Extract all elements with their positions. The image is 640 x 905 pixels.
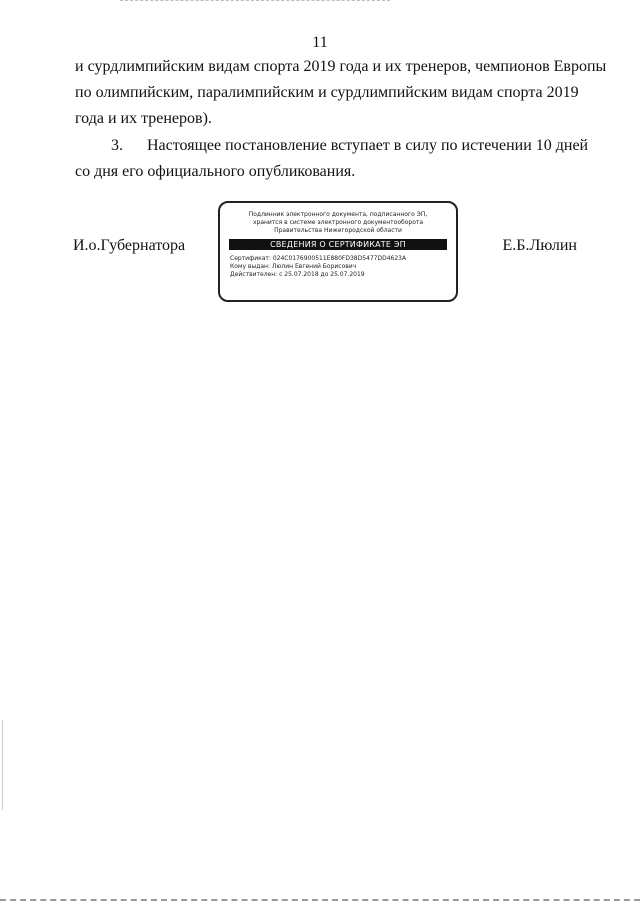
electronic-signature-stamp bbox=[218, 201, 458, 302]
paragraph-line: по олимпийским, паралимпийским и сурдлимпийским видам спорта 2019 bbox=[75, 84, 579, 101]
stamp-header-line: Правительства Нижегородской области bbox=[274, 227, 402, 234]
stamp-header-line: хранится в системе электронного документооборота bbox=[252, 219, 424, 226]
stamp-certificate-bar: СВЕДЕНИЯ О СЕРТИФИКАТЕ ЭП bbox=[229, 239, 447, 250]
stamp-issued-to: Кому выдан: Люлин Евгений Борисович bbox=[230, 263, 357, 270]
stamp-validity: Действителен: с 25.07.2018 до 25.07.2019 bbox=[230, 271, 365, 278]
paragraph-3 bbox=[75, 133, 589, 185]
page-number: 11 bbox=[312, 34, 328, 51]
scan-artifact-left bbox=[2, 720, 3, 810]
paragraph-line: и сурдлимпийским видам спорта 2019 года и их тренеров, чемпионов Европы bbox=[75, 58, 607, 75]
scan-artifact-top bbox=[120, 0, 390, 7]
stamp-header bbox=[220, 211, 456, 235]
paragraph-line: года и их тренеров). bbox=[75, 110, 212, 127]
signer-name: Е.Б.Люлин bbox=[502, 237, 577, 254]
paragraph-continuation bbox=[75, 54, 607, 132]
paragraph-number: 3. bbox=[111, 137, 123, 154]
stamp-certificate-info bbox=[230, 255, 456, 279]
stamp-certificate-number: Сертификат: 024C0176900511E880FD38D5477DD4623A bbox=[230, 255, 407, 262]
paragraph-line bbox=[75, 133, 589, 159]
scan-artifact-bottom bbox=[0, 896, 640, 901]
signer-title: И.о.Губернатора bbox=[73, 237, 186, 254]
paragraph-line: со дня его официального опубликования. bbox=[75, 163, 356, 180]
stamp-header-line: Подлинник электронного документа, подписанного ЭП, bbox=[248, 211, 428, 218]
paragraph-text: Настоящее постановление вступает в силу по истечении 10 дней bbox=[147, 137, 589, 154]
